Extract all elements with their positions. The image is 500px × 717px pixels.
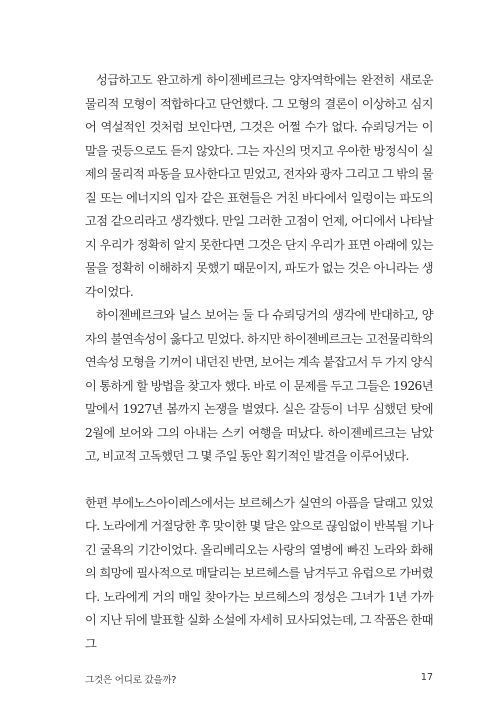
paragraph-3: 한편 부에노스아이레스에서는 보르헤스가 실연의 아픔을 달래고 있었다. 노라에게 거절당한 후 맞이한 몇 달은 앞으로 끊임없이 반복될 기나긴 굴욕의 기간이었다. 올리베리오는 사랑의 열병에 빠진 노라와 화해의 희망에 필사적으로 매달리는 보르헤스를 남겨두고 유럽으로 가버렸다. 노라에게 거의 매일 찾아가는 보르헤스의 정성은 그녀가 1년 가까이 지난 뒤에 발표할 실화 소설에 자세히 묘사되었는데, 그 작품은 한때 그 [85, 495, 433, 651]
paragraph-2: 하이젠베르크와 닐스 보어는 둘 다 슈뢰딩거의 생각에 반대하고, 양자의 불연속성이 옳다고 믿었다. 하지만 하이젠베르크는 고전물리학의 연속성 모형을 기꺼이 내던진 반면, 보어는 계속 붙잡고서 두 가지 양식이 통하게 할 방법을 찾고자 했다. 바로 이 문제를 두고 그들은 1926년 말에서 1927년 봄까지 논쟁을 벌였다. 실은 갈등이 너무 심했던 탓에 2월에 보어와 그의 아내는 스키 여행을 떠났다. 하이젠베르크는 남았고, 비교적 고독했던 그 몇 주일 동안 획기적인 발견을 이루어냈다. [85, 308, 433, 463]
page-number: 17 [420, 672, 433, 683]
page-footer [85, 672, 433, 688]
paragraph-1: 성급하고도 완고하게 하이젠베르크는 양자역학에는 완전히 새로운 물리적 모형이 적합하다고 단언했다. 그 모형의 결론이 이상하고 심지어 역설적인 것처럼 보인다면, 그것은 어쩔 수가 없다. 슈뢰딩거는 이 말을 귓등으로도 듣지 않았다. 그는 자신의 멋지고 우아한 방정식이 실제의 물리적 파동을 묘사한다고 믿었고, 전자와 광자 그리고 그 밖의 물질 또는 에너지의 입자 같은 표현들은 거친 바다에서 일렁이는 파도의 고점 같으리라고 생각했다. 만일 그러한 고점이 언제, 어디에서 나타날지 우리가 정확히 알지 못한다면 그것은 단지 우리가 표면 아래에 있는 물을 정확히 이해하지 못했기 때문이지, 파도가 없는 것은 아니라는 생각이었다. [85, 73, 433, 299]
body-text [85, 69, 433, 656]
running-title: 그것은 어디로 갔을까? [85, 675, 177, 686]
